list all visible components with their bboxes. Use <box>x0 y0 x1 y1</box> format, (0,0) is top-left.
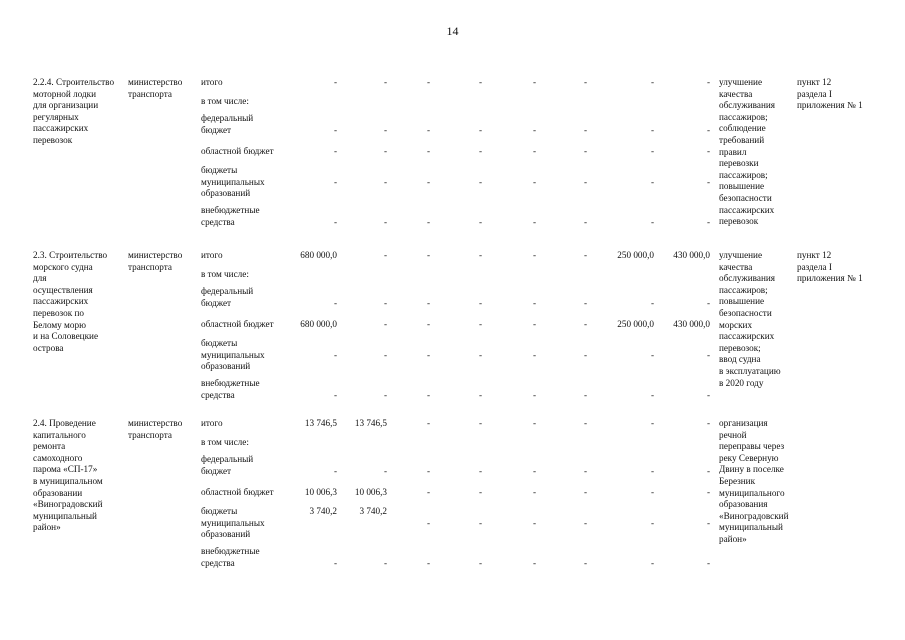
funding-value: - <box>333 465 337 476</box>
funding-value: - <box>478 517 482 528</box>
funding-value: - <box>426 146 430 156</box>
funding-value: - <box>383 124 387 135</box>
funding-value: - <box>333 124 337 135</box>
funding-value: 3 740,2 <box>309 506 337 516</box>
funding-source-label: федеральный бюджет <box>201 113 254 135</box>
funding-source-label: федеральный бюджет <box>201 286 254 308</box>
funding-value: - <box>532 250 536 260</box>
funding-value: - <box>383 557 387 568</box>
funding-value: - <box>383 389 387 400</box>
funding-value: - <box>333 557 337 568</box>
funding-value: - <box>583 77 587 87</box>
funding-value: - <box>383 319 387 329</box>
funding-value: - <box>426 297 430 308</box>
funding-value: - <box>706 176 710 187</box>
funding-value: - <box>532 146 536 156</box>
funding-value: 430 000,0 <box>673 319 710 329</box>
funding-value: - <box>478 124 482 135</box>
funding-value: - <box>650 349 654 360</box>
measure-name: 2.2.4. Строительство моторной лодки для организации регулярных пассажирских перевозок <box>33 77 115 145</box>
funding-source-label: внебюджетные средства <box>201 378 260 400</box>
funding-value: - <box>650 389 654 400</box>
funding-value: - <box>426 487 430 497</box>
funding-source-label: областной бюджет <box>201 487 274 497</box>
funding-value: - <box>650 124 654 135</box>
funding-value: - <box>532 77 536 87</box>
funding-value: - <box>532 487 536 497</box>
measure-name: 2.4. Проведение капитального ремонта самоходного парома «СП-17» в муниципальном образовании «Виноградовский муниципальный район» <box>33 418 103 533</box>
funding-value: 680 000,0 <box>300 319 337 329</box>
funding-value: - <box>583 297 587 308</box>
funding-value: - <box>706 124 710 135</box>
funding-value: - <box>333 216 337 227</box>
funding-value: - <box>650 297 654 308</box>
funding-value: - <box>583 349 587 360</box>
funding-source-label: внебюджетные средства <box>201 205 260 227</box>
funding-source-label: бюджеты муниципальных образований <box>201 506 265 540</box>
funding-value: - <box>478 297 482 308</box>
funding-value: - <box>426 517 430 528</box>
funding-value: - <box>478 389 482 400</box>
funding-value: - <box>583 319 587 329</box>
funding-value: - <box>650 77 654 87</box>
funding-value: - <box>706 77 710 87</box>
legal-reference: пункт 12 раздела I приложения № 1 <box>797 77 863 111</box>
funding-source-label: в том числе: <box>201 437 249 447</box>
funding-value: - <box>383 176 387 187</box>
funding-value: - <box>650 146 654 156</box>
funding-value: - <box>333 77 337 87</box>
funding-value: - <box>650 465 654 476</box>
funding-value: - <box>383 146 387 156</box>
funding-value: - <box>383 297 387 308</box>
funding-source-label: бюджеты муниципальных образований <box>201 338 265 372</box>
funding-source-label: областной бюджет <box>201 146 274 156</box>
funding-source-label: итого <box>201 418 223 428</box>
page-number: 14 <box>446 24 459 38</box>
funding-value: - <box>532 124 536 135</box>
legal-reference: пункт 12 раздела I приложения № 1 <box>797 250 863 284</box>
funding-value: 430 000,0 <box>673 250 710 260</box>
funding-value: - <box>383 465 387 476</box>
funding-value: - <box>532 517 536 528</box>
funding-value: - <box>478 216 482 227</box>
funding-value: - <box>478 465 482 476</box>
funding-source-label: в том числе: <box>201 96 249 106</box>
funding-value: - <box>426 418 430 428</box>
funding-value: - <box>706 465 710 476</box>
funding-value: - <box>333 176 337 187</box>
funding-source-label: внебюджетные средства <box>201 546 260 568</box>
funding-value: 3 740,2 <box>359 506 387 516</box>
expected-result: улучшение качества обслуживания пассажиров; повышение безопасности морских пассажирских перевозок; ввод судна в эксплуатацию в 2020 году <box>719 250 781 388</box>
funding-value: - <box>426 319 430 329</box>
funding-value: - <box>478 176 482 187</box>
funding-value: - <box>333 146 337 156</box>
funding-value: - <box>478 349 482 360</box>
funding-value: - <box>532 465 536 476</box>
funding-value: - <box>583 216 587 227</box>
funding-value: - <box>706 418 710 428</box>
funding-value: - <box>478 418 482 428</box>
measure-executor: министерство транспорта <box>128 418 183 440</box>
funding-value: 13 746,5 <box>304 418 337 428</box>
funding-value: - <box>532 319 536 329</box>
funding-value: - <box>333 349 337 360</box>
funding-value: - <box>333 297 337 308</box>
funding-value: - <box>478 250 482 260</box>
funding-value: - <box>532 176 536 187</box>
funding-value: - <box>583 146 587 156</box>
funding-value: - <box>706 517 710 528</box>
funding-value: - <box>532 297 536 308</box>
funding-value: - <box>583 418 587 428</box>
funding-source-label: итого <box>201 77 223 87</box>
measure-executor: министерство транспорта <box>128 77 183 99</box>
funding-value: - <box>583 517 587 528</box>
funding-value: - <box>426 389 430 400</box>
funding-value: - <box>532 557 536 568</box>
funding-value: - <box>383 349 387 360</box>
funding-value: 250 000,0 <box>617 250 654 260</box>
funding-value: - <box>650 517 654 528</box>
funding-value: - <box>478 487 482 497</box>
funding-value: - <box>583 487 587 497</box>
funding-value: - <box>650 557 654 568</box>
funding-value: - <box>426 176 430 187</box>
funding-value: - <box>383 77 387 87</box>
funding-value: - <box>532 216 536 227</box>
measure-name: 2.3. Строительство морского судна для осуществления пассажирских перевозок по Белому морю и на Соловецкие острова <box>33 250 108 353</box>
expected-result: организация речной переправы через реку Северную Двину в поселке Березник муниципального образования «Виноградовский муниципальный район» <box>719 418 789 544</box>
funding-value: - <box>478 77 482 87</box>
funding-value: - <box>532 418 536 428</box>
funding-source-label: итого <box>201 250 223 260</box>
funding-value: 10 006,3 <box>354 487 387 497</box>
funding-value: 250 000,0 <box>617 319 654 329</box>
funding-value: 13 746,5 <box>354 418 387 428</box>
funding-value: - <box>478 319 482 329</box>
funding-value: - <box>583 176 587 187</box>
funding-value: - <box>706 557 710 568</box>
funding-value: - <box>478 557 482 568</box>
funding-value: - <box>426 216 430 227</box>
funding-value: - <box>650 216 654 227</box>
funding-value: - <box>706 216 710 227</box>
funding-value: - <box>426 250 430 260</box>
funding-value: - <box>650 176 654 187</box>
funding-source-label: областной бюджет <box>201 319 274 329</box>
funding-value: - <box>583 557 587 568</box>
funding-value: - <box>426 349 430 360</box>
funding-value: - <box>426 77 430 87</box>
funding-value: - <box>478 146 482 156</box>
funding-value: - <box>532 389 536 400</box>
funding-value: - <box>333 389 337 400</box>
funding-value: - <box>426 557 430 568</box>
measure-executor: министерство транспорта <box>128 250 183 272</box>
funding-value: - <box>706 487 710 497</box>
funding-source-label: федеральный бюджет <box>201 454 254 476</box>
funding-value: - <box>706 389 710 400</box>
funding-value: - <box>532 349 536 360</box>
funding-source-label: бюджеты муниципальных образований <box>201 165 265 199</box>
funding-value: - <box>383 250 387 260</box>
funding-value: - <box>426 465 430 476</box>
funding-value: - <box>583 250 587 260</box>
funding-value: 680 000,0 <box>300 250 337 260</box>
funding-source-label: в том числе: <box>201 269 249 279</box>
funding-value: - <box>383 216 387 227</box>
funding-value: - <box>583 124 587 135</box>
funding-value: - <box>706 349 710 360</box>
funding-value: - <box>426 124 430 135</box>
funding-value: - <box>706 297 710 308</box>
expected-result: улучшение качества обслуживания пассажиров; соблюдение требований правил перевозки пассажиров; повышение безопасности пассажирских перевозок <box>719 77 776 227</box>
funding-value: - <box>706 146 710 156</box>
funding-value: - <box>650 418 654 428</box>
funding-value: - <box>583 389 587 400</box>
funding-value: - <box>650 487 654 497</box>
funding-value: 10 006,3 <box>304 487 337 497</box>
funding-value: - <box>583 465 587 476</box>
